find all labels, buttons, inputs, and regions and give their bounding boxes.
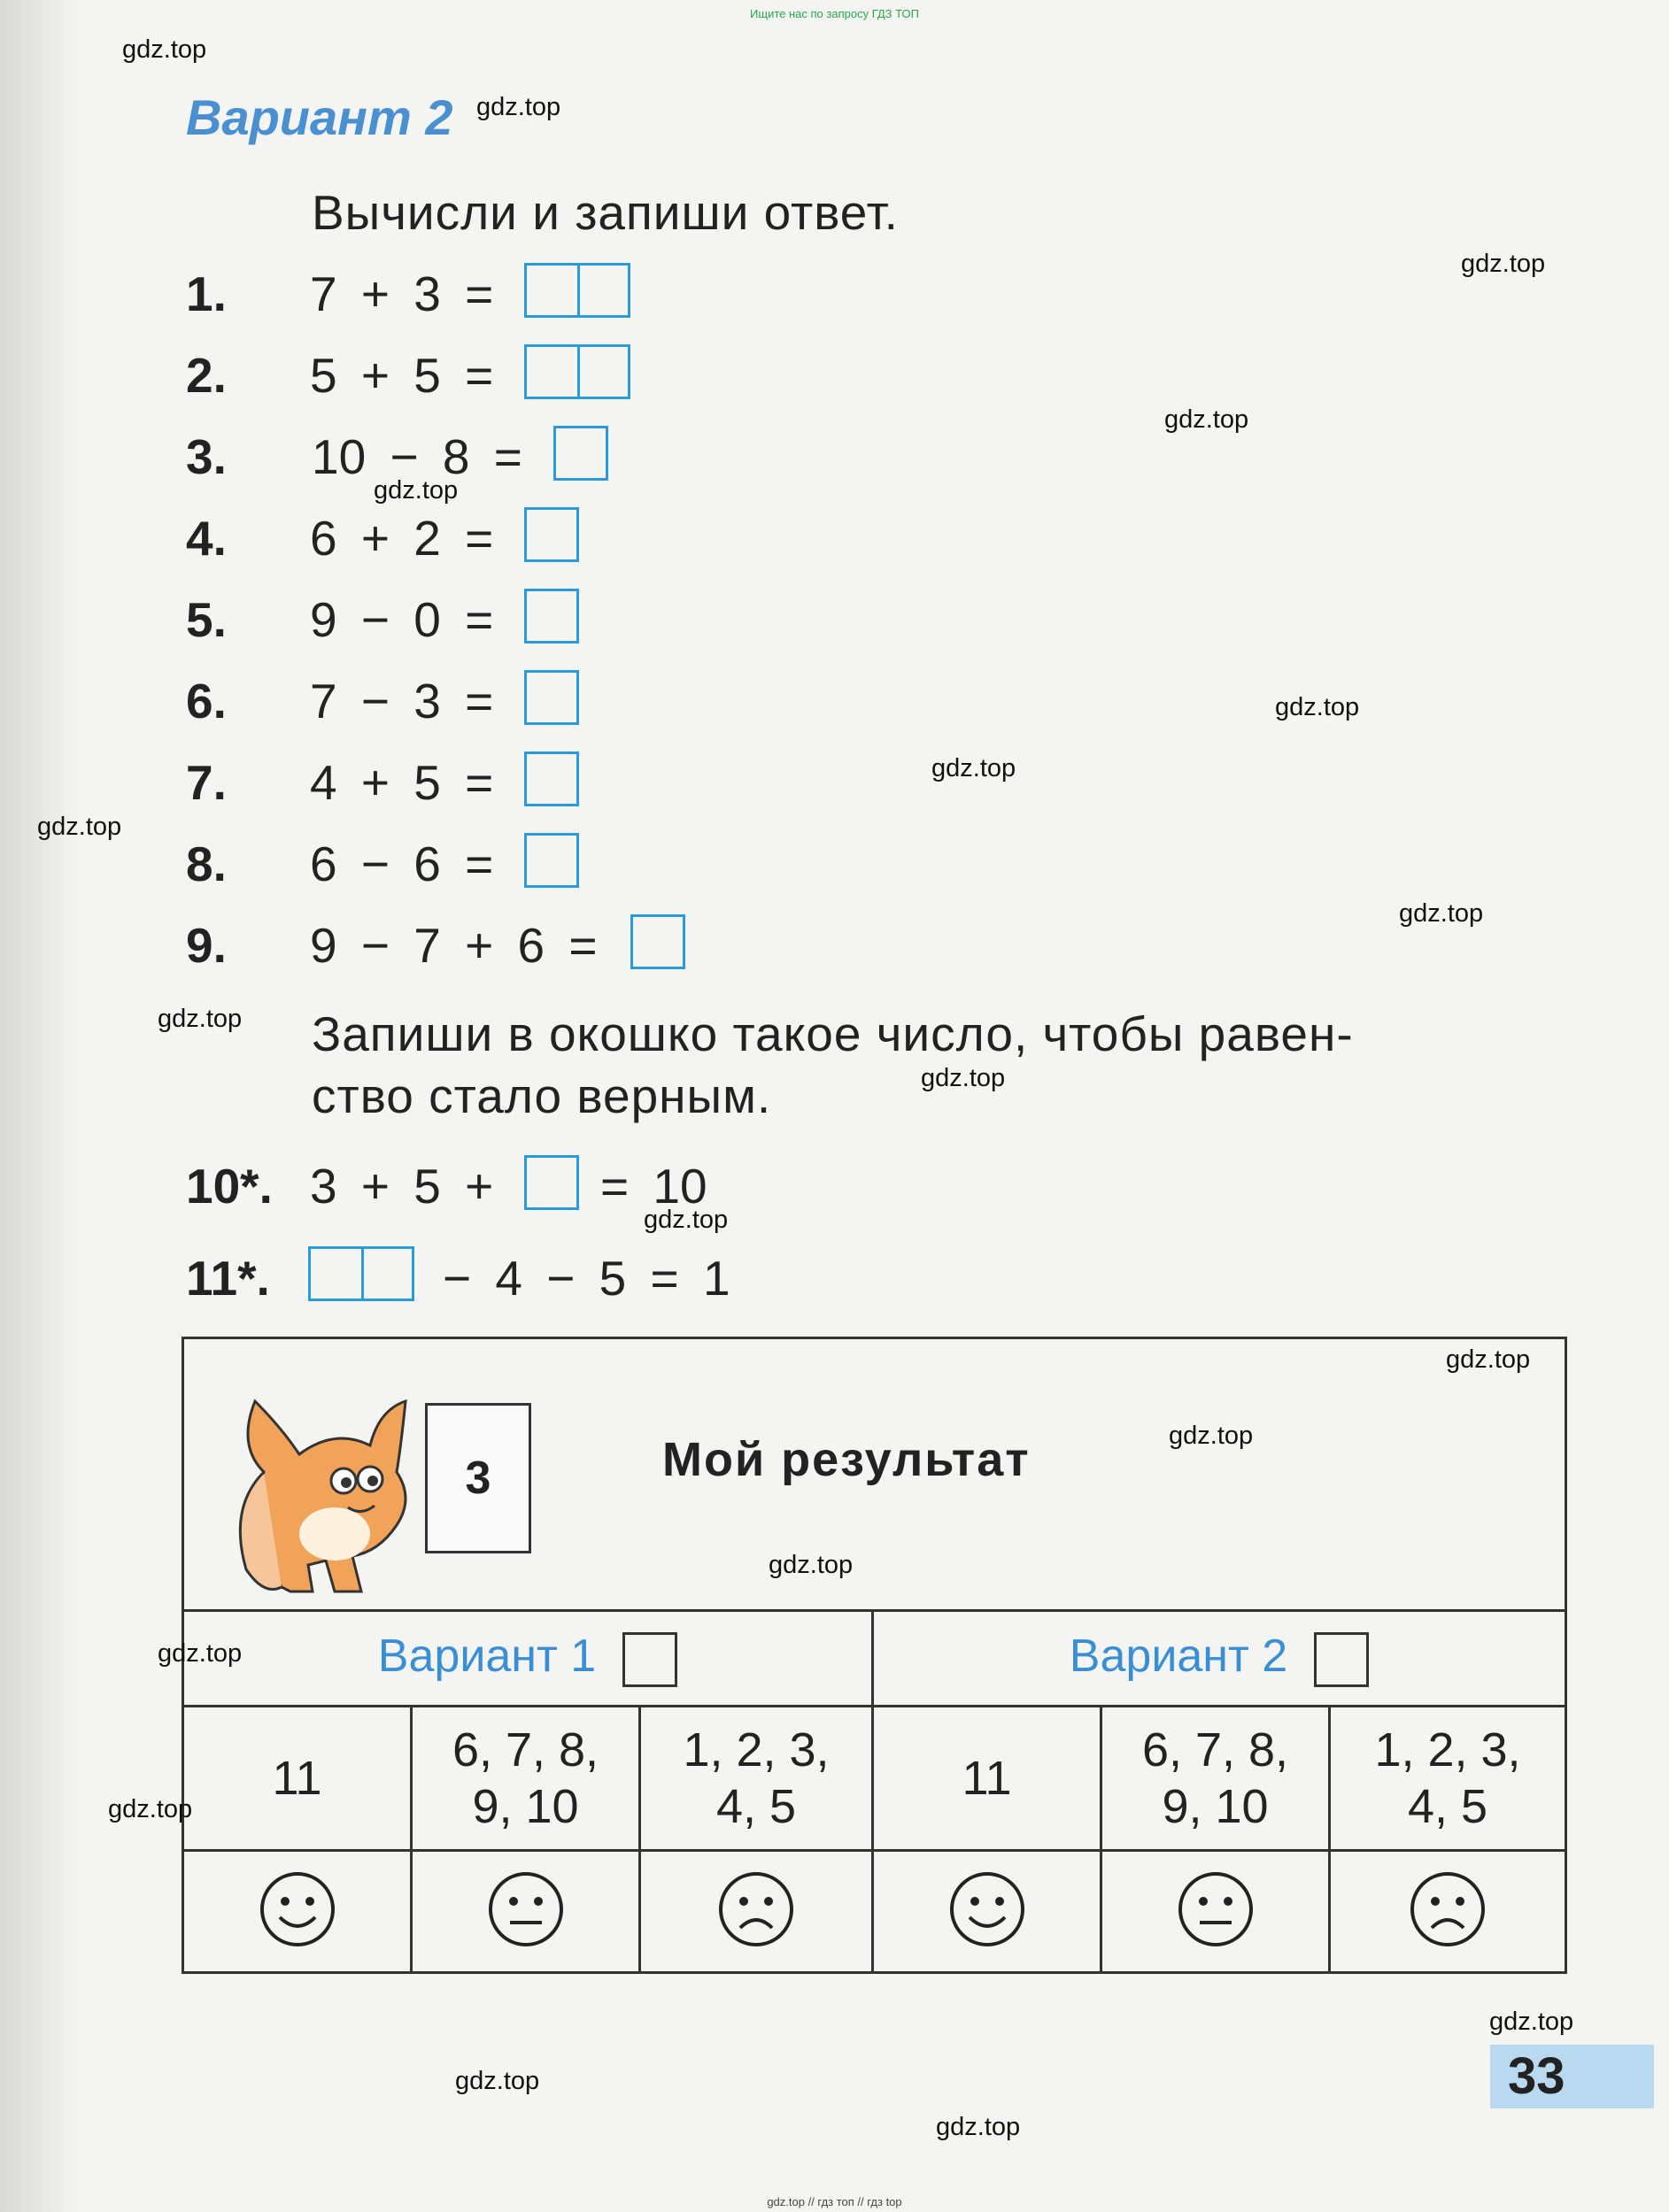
exercise-expression: 3 + 5 + [310,1159,494,1214]
fox-mascot-icon [228,1366,459,1605]
exercise-expression: 9 − 0 = [310,592,494,647]
watermark: gdz.top [158,1639,243,1668]
result-title: Мой результат [662,1433,1031,1486]
score-cell: 11 [183,1707,412,1851]
variant-2-cell [873,1611,1566,1707]
sad-face-icon [716,1869,796,1949]
bottom-note: gdz.top // гдз топ // гдз top [767,2195,902,2208]
exercise-expression: 6 + 2 = [310,511,494,566]
watermark: gdz.top [1275,693,1360,721]
watermark: gdz.top [1446,1345,1531,1374]
exercise-number: 3. [186,429,227,484]
face-cell[interactable] [873,1851,1101,1973]
score-cell: 11 [873,1707,1101,1851]
exercise-number: 10*. [186,1159,273,1214]
watermark: gdz.top [1164,405,1249,434]
variant-1-checkbox[interactable] [622,1632,677,1687]
face-cell[interactable] [1330,1851,1566,1973]
exercise-number: 9. [186,918,227,973]
exercise-expression: 4 + 5 = [310,755,494,810]
answer-box[interactable] [524,751,579,806]
answer-box[interactable] [308,1246,414,1301]
exercise-expression: 5 + 5 = [310,348,494,403]
watermark: gdz.top [37,813,122,841]
exercise-number: 4. [186,511,227,566]
watermark: gdz.top [1169,1422,1254,1450]
watermark: gdz.top [936,2113,1021,2141]
face-cell[interactable] [183,1851,412,1973]
exercise-number: 6. [186,674,227,728]
score-cell: 1, 2, 3, 4, 5 [640,1707,873,1851]
answer-box[interactable] [524,670,579,725]
result-card: 3 [425,1403,531,1553]
exercise-number: 8. [186,836,227,891]
watermark: gdz.top [158,1005,243,1033]
watermark: gdz.top [122,35,207,64]
neutral-face-icon [1176,1869,1256,1949]
exercise-expression: 10 − 8 = [312,429,522,484]
instruction-fill-box-cont: ство стало верным. [312,1068,772,1123]
exercise-expression-right: − 4 − 5 = 1 [443,1251,730,1306]
watermark: gdz.top [476,93,561,121]
instruction-fill-box: Запиши в окошко такое число, чтобы равен- [312,1006,1354,1061]
face-cell[interactable] [412,1851,640,1973]
exercise-number: 11*. [186,1251,270,1306]
neutral-face-icon [486,1869,566,1949]
exercise-expression: 9 − 7 + 6 = [310,918,598,973]
exercise-expression: 7 + 3 = [310,266,494,321]
answer-box[interactable] [524,833,579,888]
watermark: gdz.top [931,754,1016,782]
variant-2-label: Вариант 2 [1069,1630,1288,1683]
result-header [183,1338,1566,1611]
variant-title: Вариант 2 [186,89,453,145]
watermark: gdz.top [769,1551,854,1579]
page-number: 33 [1490,2045,1654,2108]
watermark: gdz.top [1399,899,1484,928]
exercise-expression: 6 − 6 = [310,836,494,891]
watermark: gdz.top [108,1795,193,1823]
watermark: gdz.top [374,476,459,505]
face-cell[interactable] [640,1851,873,1973]
variant-1-label: Вариант 1 [377,1630,597,1683]
answer-box[interactable] [524,589,579,644]
exercise-number: 7. [186,755,227,810]
answer-box[interactable] [524,1155,579,1210]
variant-2-checkbox[interactable] [1314,1632,1369,1687]
watermark: gdz.top [455,2067,540,2095]
variant-1-cell [183,1611,873,1707]
answer-box[interactable] [630,914,685,969]
score-cell: 1, 2, 3, 4, 5 [1330,1707,1566,1851]
instruction-compute: Вычисли и запиши ответ. [312,185,899,240]
result-table [182,1337,1567,1974]
sad-face-icon [1408,1869,1487,1949]
watermark: gdz.top [921,1064,1006,1092]
watermark: gdz.top [1461,250,1546,278]
answer-box[interactable] [553,426,608,481]
exercise-expression-right: = 10 [600,1159,707,1214]
watermark: gdz.top [1489,2008,1574,2036]
face-cell[interactable] [1101,1851,1330,1973]
exercise-number: 5. [186,592,227,647]
score-cell: 6, 7, 8, 9, 10 [412,1707,640,1851]
happy-face-icon [258,1869,337,1949]
exercise-expression: 7 − 3 = [310,674,494,728]
score-cell: 6, 7, 8, 9, 10 [1101,1707,1330,1851]
answer-box[interactable] [524,507,579,562]
exercise-number: 1. [186,266,227,321]
exercise-number: 2. [186,348,227,403]
watermark: gdz.top [644,1206,729,1234]
page-edge-shadow [0,0,80,2212]
answer-box[interactable] [524,263,630,318]
answer-box[interactable] [524,344,630,399]
top-note: Ищите нас по запросу ГДЗ ТОП [750,7,919,20]
happy-face-icon [947,1869,1027,1949]
